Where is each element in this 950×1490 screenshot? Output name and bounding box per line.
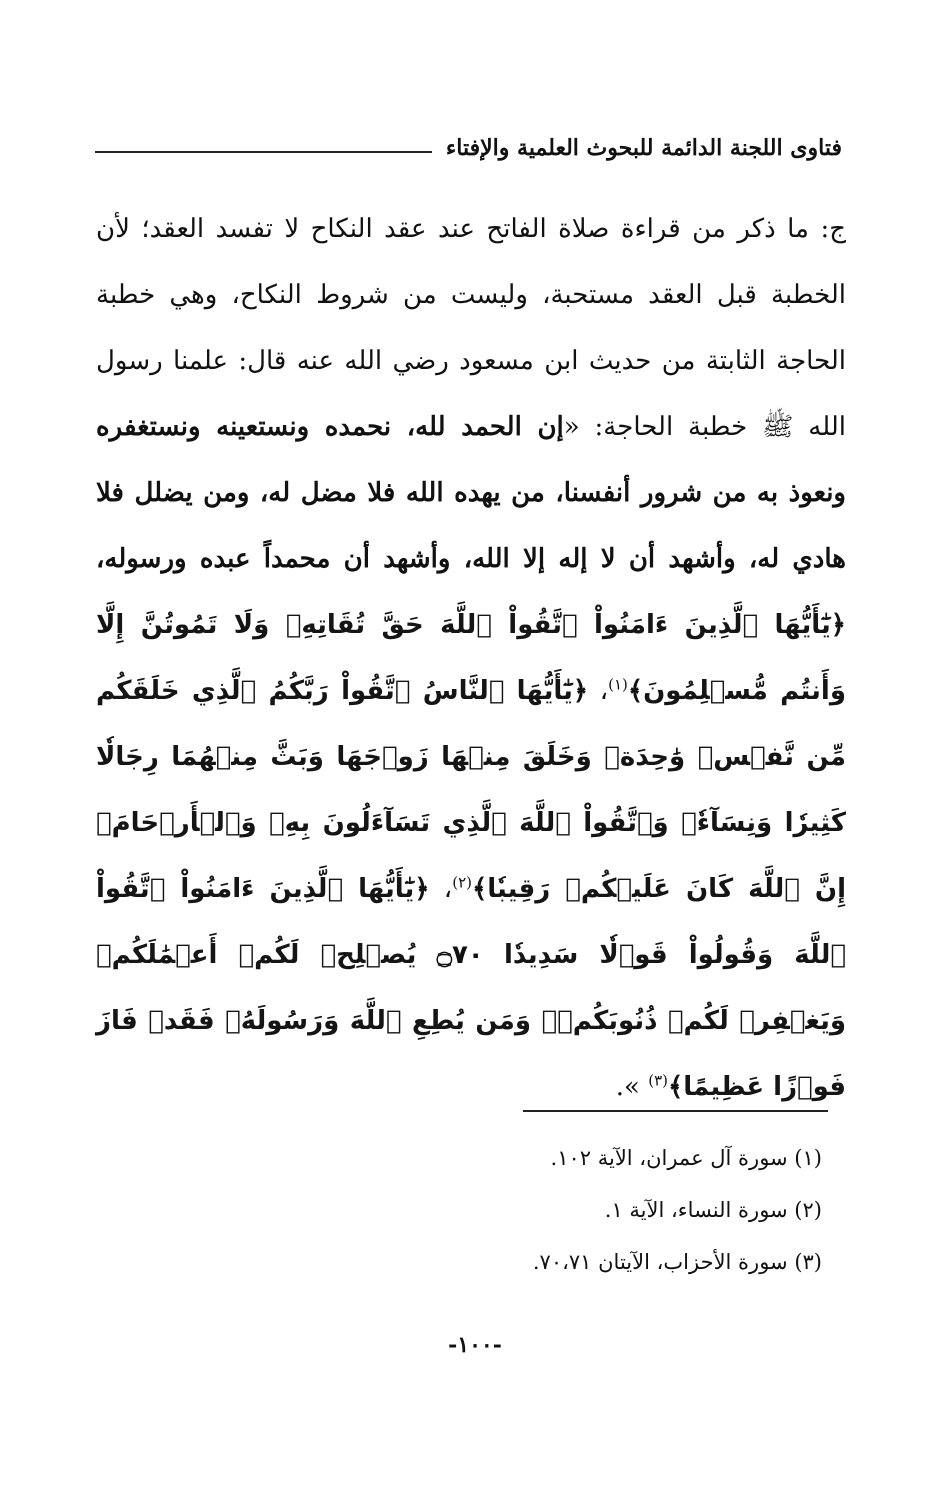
verse-open-ornament: ﴿	[572, 676, 589, 706]
verse-close-ornament: ﴾	[627, 676, 644, 706]
verse-open-ornament: ﴿	[830, 610, 846, 640]
quote-close: ».	[615, 1072, 640, 1102]
verse-number-marker: ۝٧٠	[436, 940, 484, 970]
page-number: -١٠٠-	[448, 1332, 502, 1358]
verse-close-ornament: ﴾	[668, 1072, 684, 1102]
running-header	[95, 128, 842, 168]
verse-open-ornament: ﴿	[414, 874, 430, 904]
verse-al-ahzab-70: يَٰٓأَيُّهَا ٱلَّذِينَ ءَامَنُواْ ٱتَّقُواْ ٱللَّهَ وَقُولُواْ قَوۡلٗا سَدِيدٗا	[96, 874, 846, 970]
answer-intro: ج: ما ذكر من قراءة صلاة الفاتح عند عقد النكاح لا تفسد العقد؛ لأن الخطبة قبل العقد مستحبة، وليست من شروط النكاح، وهي خطبة الحاجة الثابتة من حديث ابن مسعود رضي الله عنه قال: علمنا رسول الله ﷺ خطبة الحاجة: «	[96, 214, 847, 442]
header-rule	[95, 151, 432, 153]
verse-al-imran: يَٰٓأَيُّهَا ٱلَّذِينَ ءَامَنُواْ ٱتَّقُواْ ٱللَّهَ حَقَّ تُقَاتِهِۦ وَلَا تَمُوتُنَّ إِلَّا وَأَنتُم مُّسۡلِمُونَ	[96, 610, 846, 706]
footnote-1: (١) سورة آل عمران، الآية ١٠٢.	[550, 1146, 822, 1170]
header-title: فتاوى اللجنة الدائمة للبحوث العلمية والإفتاء	[445, 135, 842, 161]
fatwa-paragraph: ج: ما ذكر من قراءة صلاة الفاتح عند عقد النكاح لا تفسد العقد؛ لأن الخطبة قبل العقد مستحبة، وليست من شروط النكاح، وهي خطبة الحاجة الثابتة من حديث ابن مسعود رضي الله عنه قال: علمنا رسول الله ﷺ خطبة الحاجة: «إن الحمد لله، نحمده ونستعينه ونستغفره ونعوذ به من شرور أنفسنا، من يهده الله فلا مضل له، ومن يضلل فلا هادي له، وأشهد أن لا إله إلا الله، وأشهد أن محمداً عبده ورسوله، ﴿يَٰٓأَيُّهَا ٱلَّذِينَ ءَامَنُواْ ٱتَّقُواْ ٱللَّهَ حَقَّ تُقَاتِهِۦ وَلَا تَمُوتُنَّ إِلَّا وَأَنتُم مُّسۡلِمُونَ﴾$^{(١)}$، ﴿يَٰٓأَيُّهَا ٱلنَّاسُ ٱتَّقُواْ رَبَّكُمُ ٱلَّذِي خَلَقَكُم مِّن نَّفۡسٖ وَٰحِدَةٖ وَخَلَقَ مِنۡهَا زَوۡجَهَا وَبَثَّ مِنۡهُمَا رِجَالٗا كَثِيرٗا وَنِسَآءٗۚ وَٱتَّقُواْ ٱللَّهَ ٱلَّذِي تَسَآءَلُونَ بِهِۦ وَٱلۡأَرۡحَامَۚ إِنَّ ٱللَّهَ كَانَ عَلَيۡكُمۡ رَقِيبٗا﴾$^{(٢)}$، ﴿يَٰٓأَيُّهَا ٱلَّذِينَ ءَامَنُواْ ٱتَّقُواْ ٱللَّهَ وَقُولُواْ قَوۡلٗا سَدِيدٗا ۝٧٠ يُصۡلِحۡ لَكُمۡ أَعۡمَٰلَكُمۡ وَيَغۡفِرۡ لَكُمۡ ذُنُوبَكُمۡۗ وَمَن يُطِعِ ٱللَّهَ وَرَسُولَهُۥ فَقَدۡ فَازَ فَوۡزًا عَظِيمًا﴾$^{(٣)}$ ».	[96, 214, 847, 1102]
verse-close-ornament: ﴾	[471, 874, 488, 904]
footnote-separator	[523, 1110, 828, 1112]
footnote-ref-1: (١)	[608, 675, 628, 694]
footnote-ref-2: (٢)	[452, 873, 472, 892]
fatwa-body	[96, 196, 846, 1120]
footnote-3: (٣) سورة الأحزاب، الآيتان ٧٠،٧١.	[532, 1250, 822, 1274]
verse-al-ahzab-71: يُصۡلِحۡ لَكُمۡ أَعۡمَٰلَكُمۡ وَيَغۡفِرۡ لَكُمۡ ذُنُوبَكُمۡۗ وَمَن يُطِعِ ٱللَّهَ وَرَسُولَهُۥ فَقَدۡ فَازَ فَوۡزًا عَظِيمًا	[96, 940, 846, 1102]
footnotes	[96, 1138, 822, 1294]
khutbah-text: إن الحمد لله، نحمده ونستعينه ونستغفره ونعوذ به من شرور أنفسنا، من يهده الله فلا مضل له، ومن يضلل فلا هادي له، وأشهد أن لا إله إلا الله، وأشهد أن محمداً عبده ورسوله،	[96, 412, 846, 574]
footnote-ref-3: (٣)	[648, 1071, 668, 1090]
footnote-2: (٢) سورة النساء، الآية ١.	[604, 1198, 822, 1222]
verse-an-nisa: يَٰٓأَيُّهَا ٱلنَّاسُ ٱتَّقُواْ رَبَّكُمُ ٱلَّذِي خَلَقَكُم مِّن نَّفۡسٖ وَٰحِدَةٖ وَخَلَقَ مِنۡهَا زَوۡجَهَا وَبَثَّ مِنۡهُمَا رِجَالٗا كَثِيرٗا وَنِسَآءٗۚ وَٱتَّقُواْ ٱللَّهَ ٱلَّذِي تَسَآءَلُونَ بِهِۦ وَٱلۡأَرۡحَامَۚ إِنَّ ٱللَّهَ كَانَ عَلَيۡكُمۡ رَقِيبٗا	[96, 676, 846, 904]
verse-number: ٧٠	[451, 940, 484, 970]
